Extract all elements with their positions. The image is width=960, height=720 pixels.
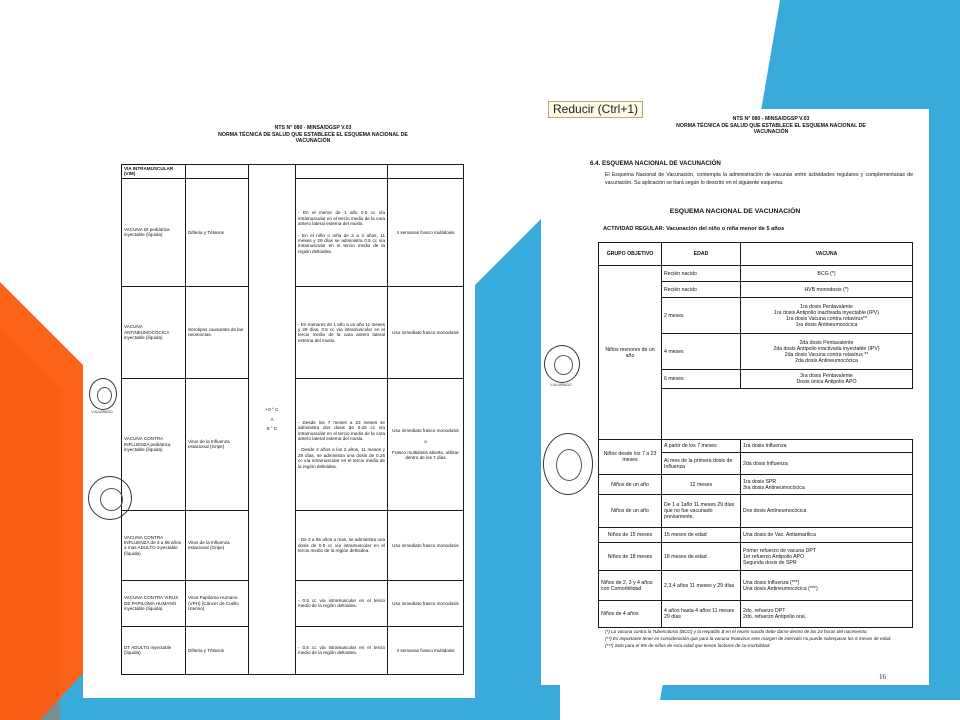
target-group: Niños desde los 7 a 23 meses xyxy=(599,440,662,475)
target-group: Niños de 2, 3 y 4 años con Comorbilidad xyxy=(599,571,662,601)
table-title-blank xyxy=(186,165,249,179)
page-number: 16 xyxy=(879,673,886,681)
temp-to: A xyxy=(270,416,274,422)
vaccine-cell: BCG (*) xyxy=(741,266,913,282)
table-title: VÍA INTRAMUSCULAR (VIM) xyxy=(122,165,186,179)
temp-max: 8 ° C xyxy=(266,426,278,432)
table-row xyxy=(599,601,913,628)
dose-line: - Desde los 7 meses a 23 meses se administra dos dosis de 0.25 cc vía intramuscular en el tercio medio de la cara antero lateral externa del muslo. xyxy=(298,419,385,441)
document-page-right xyxy=(541,109,929,685)
document-page-left xyxy=(83,94,475,698)
target-group: Niños de 15 meses xyxy=(599,528,662,543)
vaccine-name: VACUNA CONTRA INFLUENZA de 3 a 65 años a mas ADULTO inyectable (líquida) xyxy=(122,510,186,580)
header-title: NORMA TÉCNICA DE SALUD QUE ESTABLECE EL ESQUEMA NACIONAL DE VACUNACIÓN xyxy=(218,131,408,144)
vaccine-name: VACUNA CONTRA VIRUS DE PAPILOMA HUMANO inyectable (líquida) xyxy=(122,580,186,626)
vaccine-cell: Primer refuerzo de vacuna DPT 1er refuerzo Antipolio APO Segunda dosis de SPR xyxy=(741,543,913,571)
vaccine-cell: 1ra dosis SPR 3ra dosis Antineumocócica xyxy=(741,475,913,495)
temperature-cell xyxy=(249,165,296,675)
vaccine-cell: Una dosis de Vac. Antiamarílica xyxy=(741,528,913,543)
age-cell: 12 meses xyxy=(662,475,741,495)
age-cell: 2 meses xyxy=(662,298,741,334)
column-header: EDAD xyxy=(662,243,741,266)
target-group: Niños menores de un año xyxy=(599,266,662,440)
stamp-seal-bottom xyxy=(88,476,132,520)
vaccine-conservation: Uso inmediato frasco monodosis xyxy=(388,286,464,378)
age-cell: Recién nacido xyxy=(662,282,741,298)
vaccine-conservation: 4 semanas frasco multidosis xyxy=(388,178,464,286)
age-cell: De 1 a 1año 11 meses 29 días que no fue vacunado previamente. xyxy=(662,495,741,528)
dose-line: - Desde 2 años a los 2 años, 11 meses y 29 días, se administra una dosis de 0.25 cc vía intramuscular en el tercio medio de la región deltoidea. xyxy=(298,447,385,469)
vaccine-dose xyxy=(296,178,388,286)
vaccine-cell: HVB monodosis (*) xyxy=(741,282,913,298)
age-cell: A partir de los 7 meses xyxy=(662,440,741,453)
section-heading: 6.4. ESQUEMA NACIONAL DE VACUNACIÓN xyxy=(590,160,721,167)
vaccine-cell: 2da dosis Influenza xyxy=(741,453,913,475)
vaccine-dose: - De 3 a 65 años a mas, se administra una dosis de 0.5 cc vía intramuscular en el tercio medio de la región deltoidea. xyxy=(296,510,388,580)
vaccine-dose xyxy=(296,378,388,510)
table-row xyxy=(599,440,913,453)
orange-shape-shade xyxy=(0,330,60,720)
page-header-right xyxy=(661,116,881,136)
table-row xyxy=(599,266,913,282)
age-cell: 18 meses de edad xyxy=(662,543,741,571)
dose-line: - En el niño o niña de 2 a 4 años, 11 meses y 29 días se administra 0.5 cc vía intramuscular en el tercio medio de la región deltoidea. xyxy=(298,232,385,254)
section-paragraph: El Esquema Nacional de Vacunación, contempla la administración de vacunas entre actividades regulares y complementarias de vacunación. Su aplicación se hará según lo descrito en el siguiente esquema. xyxy=(605,172,913,186)
activity-subtitle: ACTIVIDAD REGULAR: Vacunación del niño o niña menor de 5 años xyxy=(603,226,785,232)
table-row xyxy=(599,475,913,495)
vaccine-dose: - 0.5 cc vía intramuscular en el tercio medio de la región deltoidea. xyxy=(296,626,388,674)
vaccine-cell: Dos dosis Antineumocócica xyxy=(741,495,913,528)
stamp-seal-bottom xyxy=(543,433,593,495)
vaccine-cell: Una dosis Influenza (***) Una dosis Antineumocócica (***) xyxy=(741,571,913,601)
column-header: VACUNA xyxy=(741,243,913,266)
target-group: Niños de 18 meses xyxy=(599,543,662,571)
vaccine-protects: Virus de la Influenza estacional (Gripe) xyxy=(186,510,249,580)
vaccine-protects: Virus de la Influenza estacional (Gripe) xyxy=(186,378,249,510)
vaccine-name: VACUNA Dt pediátrica inyectable (líquida) xyxy=(122,178,186,286)
header-title: NORMA TÉCNICA DE SALUD QUE ESTABLECE EL ESQUEMA NACIONAL DE VACUNACIÓN xyxy=(676,122,866,135)
age-cell: 2,3,4 años 11 meses y 29 días xyxy=(662,571,741,601)
vaccine-cell: 3ra dosis Pentavalente Dosis única Antipolio APO xyxy=(741,370,913,389)
table-row xyxy=(599,571,913,601)
seal-caption: V.ALVARADO xyxy=(91,410,113,414)
vaccine-conservation: Uso inmediato frasco monodosis xyxy=(388,510,464,580)
page-header-left xyxy=(203,125,423,145)
vaccine-name: DT ADULTO inyectable (líquida) xyxy=(122,626,186,674)
vaccine-route-table xyxy=(121,164,464,675)
vaccine-protects: Difteria y Tétanos xyxy=(186,178,249,286)
age-cell: 15 meses de edad xyxy=(662,528,741,543)
vaccine-name: VACUNA CONTRA INFLUENZA pediátrica inyectable (líquida) xyxy=(122,378,186,510)
table-row xyxy=(599,528,913,543)
vaccine-conservation: 4 semanas frasco multidosis xyxy=(388,626,464,674)
vaccine-conservation: Uso inmediato frasco monodosis xyxy=(388,580,464,626)
stamp-seal-top xyxy=(89,378,117,410)
vaccine-dose: - En menores de 1 año a un año 11 meses y 29 días, 0.5 cc vía intramuscular en el tercio medio de la cara antero lateral externa del muslo. xyxy=(296,286,388,378)
footnote: (**) Es importante tener en consideración que para la vacuna Rotavirus este margen de intervalo no puede sobrepasar los 6 meses de edad. xyxy=(605,635,892,641)
age-cell: 4 meses xyxy=(662,334,741,370)
target-group: Niños de 4 años xyxy=(599,601,662,628)
vaccine-dose: - 0.5 cc vía intramuscular en el tercio medio de la región deltoidea. xyxy=(296,580,388,626)
zoom-out-tooltip: Reducir (Ctrl+1) xyxy=(548,101,643,118)
age-cell: Recién nacido xyxy=(662,266,741,282)
column-header: GRUPO OBJETIVO xyxy=(599,243,662,266)
vaccine-cell: 2do. refuerzo DPT 2do. refuerzo Antipolio oral, xyxy=(741,601,913,628)
vaccination-schedule-table xyxy=(598,242,913,628)
seal-caption: V.ALVARADO xyxy=(550,383,572,387)
age-cell: 6 meses xyxy=(662,370,741,389)
vaccine-name: VACUNA ANTINEUMOCÓCICA inyectable (líquida) xyxy=(122,286,186,378)
vaccine-cell: 1ra dosis Pentavalente 1ra dosis Antipolio inactivada inyectable (IPV) 1ra dosis Vacuna contra rotavirus** 1ra dosis Antineumocócica xyxy=(741,298,913,334)
target-group: Niños de un año xyxy=(599,475,662,495)
vaccine-protects: Serotipos causantes de las neumonías. xyxy=(186,286,249,378)
header-code: NTS N° 080 - MINSA/DGSP V.03 xyxy=(274,125,352,131)
schedule-title: ESQUEMA NACIONAL DE VACUNACIÓN xyxy=(669,208,801,215)
vaccine-cell: 2da dosis Pentavalente 2da dosis Antipolio inactivada inyectable (IPV) 2da dosis Vacuna contra rotavirus ** 2da dosis Antineumocócica xyxy=(741,334,913,370)
age-cell: 4 años hasta 4 años 11 meses 29 días xyxy=(662,601,741,628)
footnote: (***) Solo para el 5% de niños de esta edad que tienen factores de co-morbilidad. xyxy=(605,642,771,648)
target-group: Niños de un año xyxy=(599,495,662,528)
table-row xyxy=(599,543,913,571)
vaccine-cell: 1ra dosis Influenza xyxy=(741,440,913,453)
vaccine-protects: Virus Papiloma Humano (VPH) (Cáncer de Cuello Uterino) xyxy=(186,580,249,626)
stamp-seal-top xyxy=(544,345,580,383)
vaccine-conservation: Uso inmediato frasco monodosis o Frasco multidosis abierto, utilizar dentro de los 7 días xyxy=(388,378,464,510)
footnotes xyxy=(605,629,910,649)
age-cell: Al mes de la primera dosis de Influenza xyxy=(662,453,741,475)
dose-line: - En el menor de 1 año 0.5 cc vía intramuscular en el tercio medio de la cara antero lateral externa del muslo. xyxy=(298,210,385,227)
footnote: (*) La vacuna contra la Tuberculosis (BCG) y la Hepatitis B en el recién nacido debe darse dentro de las 24 horas del nacimiento. xyxy=(605,629,868,634)
temp-min: +0 ° C xyxy=(265,407,279,413)
table-row xyxy=(599,495,913,528)
table-title-blank-3 xyxy=(388,165,464,179)
header-code: NTS N° 080 - MINSA/DGSP V.03 xyxy=(732,116,810,122)
vaccine-protects: Difteria y Tétanos xyxy=(186,626,249,674)
table-title-blank-2 xyxy=(296,165,388,179)
